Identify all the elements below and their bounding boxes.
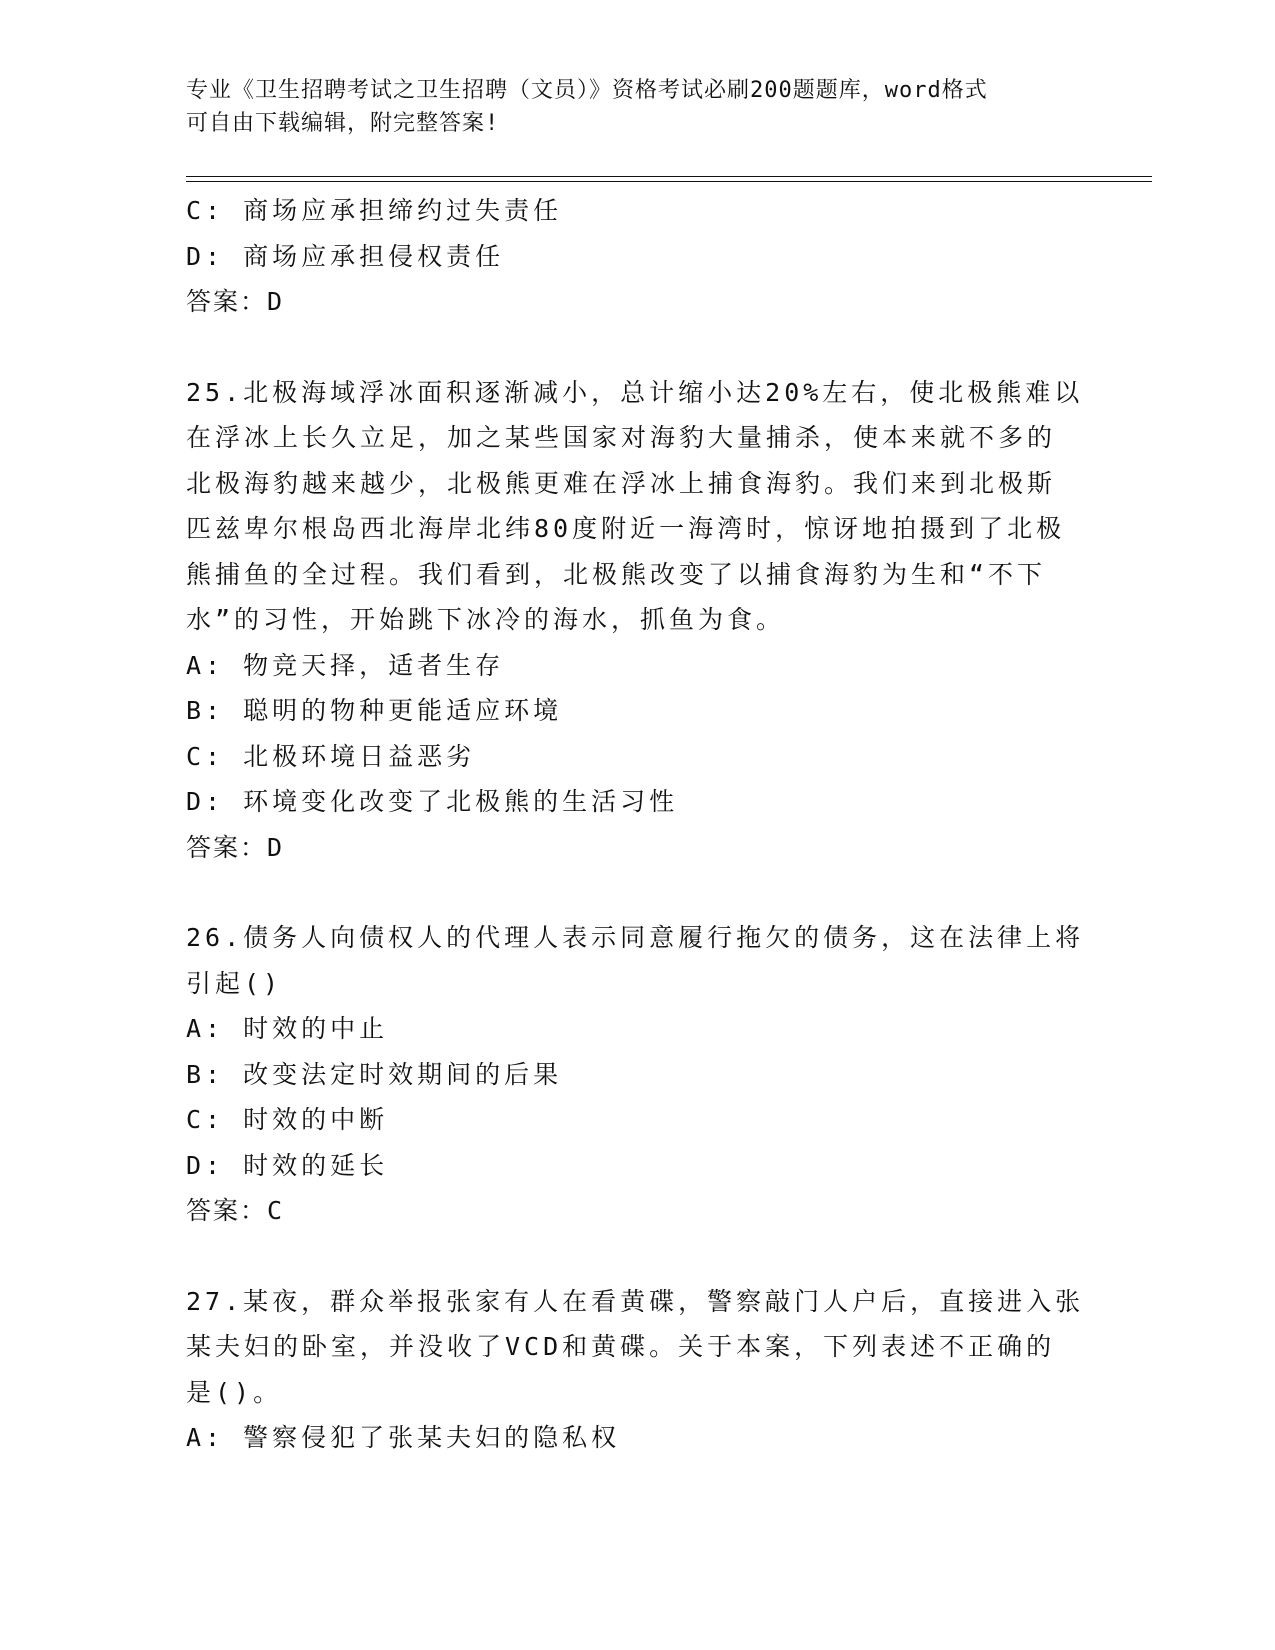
answer: 答案：C <box>186 1196 285 1225</box>
question-24-tail <box>186 188 1086 325</box>
question-stem-line: 某夫妇的卧室，并没收了VCD和黄碟。关于本案，下列表述不正确的 <box>186 1332 1056 1361</box>
option-d: D: 商场应承担侵权责任 <box>186 241 505 271</box>
question-stem-line: 北极海豹越来越少，北极熊更难在浮冰上捕食海豹。我们来到北极斯 <box>186 468 1057 498</box>
option-d: D: 环境变化改变了北极熊的生活习性 <box>186 787 679 816</box>
header-divider-bottom <box>186 181 1152 182</box>
option-c: C: 商场应承担缔约过失责任 <box>186 196 563 225</box>
option-b: B: 改变法定时效期间的后果 <box>186 1059 563 1089</box>
question-stem-line: 匹兹卑尔根岛西北海岸北纬80度附近一海湾时，惊讶地拍摄到了北极 <box>186 514 1066 543</box>
answer: 答案：D <box>186 287 285 316</box>
option-c: C: 北极环境日益恶劣 <box>186 741 476 771</box>
option-b: B: 聪明的物种更能适应环境 <box>186 696 563 725</box>
question-26 <box>186 915 1086 1234</box>
question-27 <box>186 1279 1086 1461</box>
spacer <box>186 1234 1086 1279</box>
option-c: C: 时效的中断 <box>186 1105 389 1134</box>
question-stem-line: 25.北极海域浮冰面积逐渐减小，总计缩小达20%左右，使北极熊难以 <box>186 377 1084 407</box>
page-header <box>186 74 1066 140</box>
question-stem-line: 27.某夜，群众举报张家有人在看黄碟，警察敲门人户后，直接进入张 <box>186 1286 1085 1316</box>
question-stem-line: 水”的习性，开始跳下冰冷的海水，抓鱼为食。 <box>186 605 786 634</box>
question-stem-line: 26.债务人向债权人的代理人表示同意履行拖欠的债务，这在法律上将 <box>186 923 1085 952</box>
option-d: D: 时效的延长 <box>186 1150 389 1180</box>
header-divider-top <box>186 176 1152 177</box>
question-list <box>186 188 1086 1461</box>
option-a: A: 警察侵犯了张某夫妇的隐私权 <box>186 1423 621 1452</box>
spacer <box>186 870 1086 915</box>
question-stem-line: 熊捕鱼的全过程。我们看到，北极熊改变了以捕食海豹为生和“不下 <box>186 559 1047 589</box>
header-title-line-2: 可自由下载编辑，附完整答案! <box>186 111 500 136</box>
option-a: A: 时效的中止 <box>186 1014 389 1043</box>
spacer <box>186 325 1086 370</box>
question-stem-line: 是()。 <box>186 1377 283 1407</box>
option-a: A: 物竞天择，适者生存 <box>186 650 505 680</box>
answer: 答案：D <box>186 832 285 862</box>
header-title-line-1: 专业《卫生招聘考试之卫生招聘（文员）》资格考试必刷200题题库，word格式 <box>186 78 988 103</box>
question-25 <box>186 370 1086 871</box>
question-stem-line: 引起() <box>186 968 283 998</box>
question-stem-line: 在浮冰上长久立足，加之某些国家对海豹大量捕杀，使本来就不多的 <box>186 423 1057 452</box>
